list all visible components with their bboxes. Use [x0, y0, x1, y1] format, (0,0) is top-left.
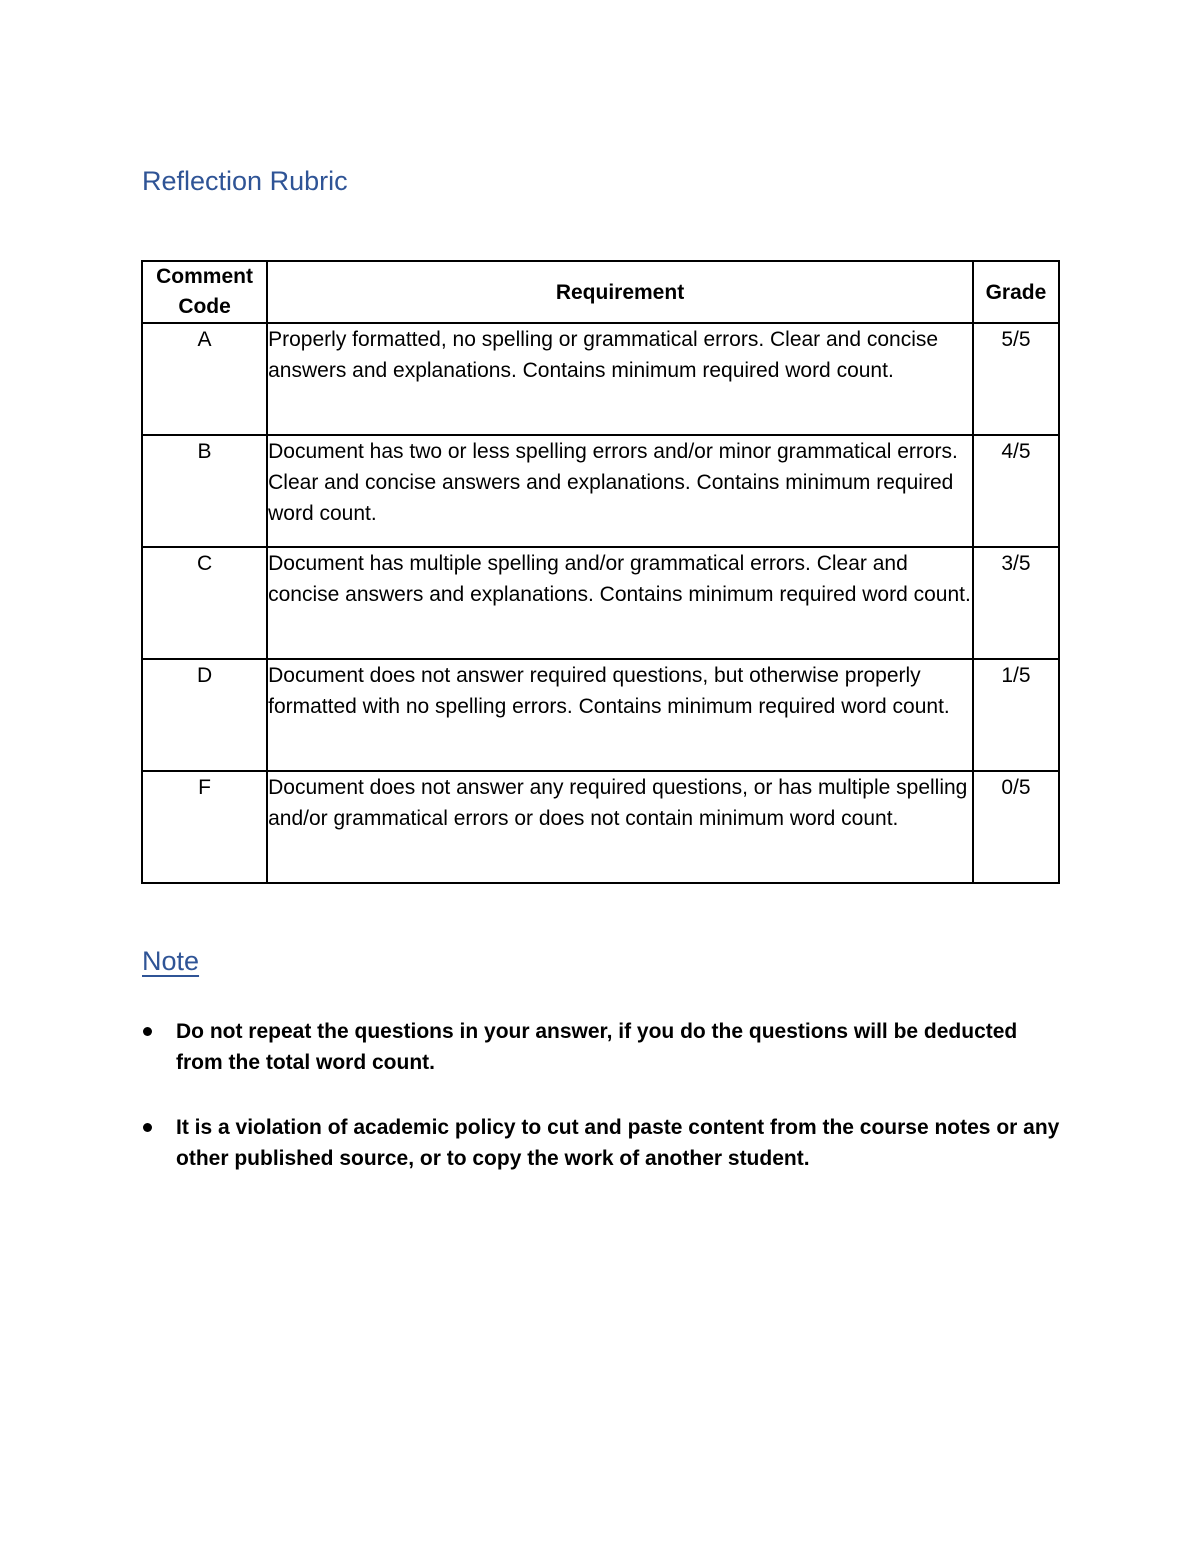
requirement-cell: Document does not answer any required questions, or has multiple spelling and/or grammatical errors or does not contain minimum word count. — [267, 771, 973, 883]
requirement-cell: Document has multiple spelling and/or grammatical errors. Clear and concise answers and explanations. Contains minimum required word count. — [267, 547, 973, 659]
comment-code-cell: A — [142, 323, 267, 435]
note-text: Do not repeat the questions in your answer, if you do the questions will be deducted from the total word count. — [176, 1020, 1018, 1074]
page-title: Reflection Rubric — [142, 166, 348, 196]
comment-code-cell: B — [142, 435, 267, 547]
list-item — [142, 1016, 1062, 1078]
requirement-cell: Document does not answer required questions, but otherwise properly formatted with no spelling errors. Contains minimum required word count. — [267, 659, 973, 771]
note-heading: Note — [142, 946, 200, 976]
table-row — [142, 547, 1059, 659]
table-header-row — [142, 261, 1059, 323]
grade-cell: 1/5 — [973, 659, 1059, 771]
table-row — [142, 771, 1059, 883]
bullet-icon — [143, 1123, 152, 1132]
header-comment-code: Comment Code — [142, 261, 267, 323]
note-list — [142, 1016, 1062, 1208]
note-text: It is a violation of academic policy to cut and paste content from the course notes or any other published source, or to copy the work of another student. — [176, 1116, 1060, 1170]
comment-code-cell: C — [142, 547, 267, 659]
bullet-icon — [143, 1027, 152, 1036]
comment-code-cell: D — [142, 659, 267, 771]
grade-cell: 4/5 — [973, 435, 1059, 547]
rubric-table — [141, 260, 1060, 884]
grade-cell: 5/5 — [973, 323, 1059, 435]
header-grade: Grade — [973, 261, 1059, 323]
requirement-cell: Document has two or less spelling errors and/or minor grammatical errors. Clear and concise answers and explanations. Contains minimum required word count. — [267, 435, 973, 547]
grade-cell: 3/5 — [973, 547, 1059, 659]
header-requirement: Requirement — [267, 261, 973, 323]
table-row — [142, 435, 1059, 547]
comment-code-cell: F — [142, 771, 267, 883]
list-item — [142, 1112, 1062, 1174]
grade-cell: 0/5 — [973, 771, 1059, 883]
table-row — [142, 323, 1059, 435]
requirement-cell: Properly formatted, no spelling or grammatical errors. Clear and concise answers and explanations. Contains minimum required word count. — [267, 323, 973, 435]
table-row — [142, 659, 1059, 771]
